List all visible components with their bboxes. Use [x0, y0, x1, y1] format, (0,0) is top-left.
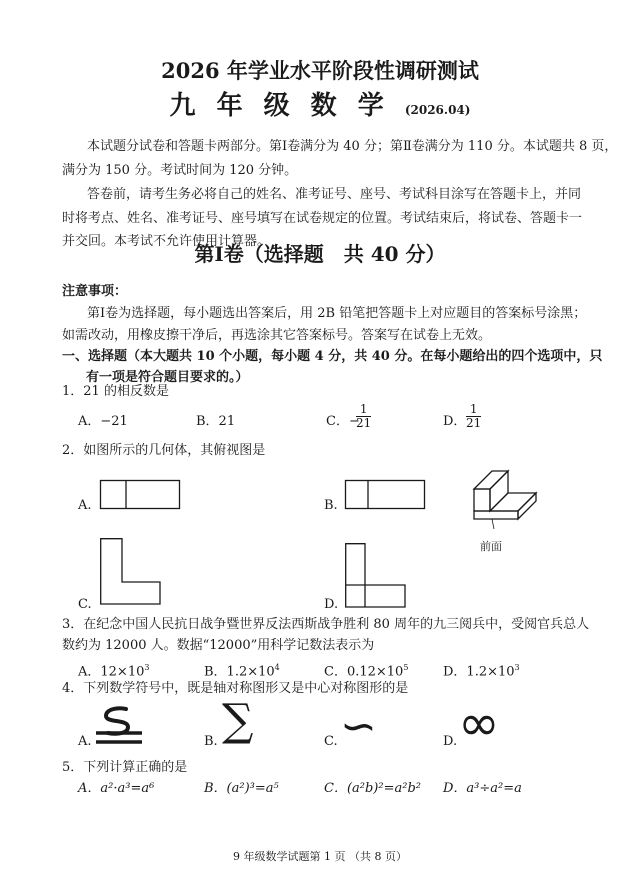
- q5-stem: 5．下列计算正确的是: [62, 760, 188, 775]
- q4-symbol-a-icon: [96, 705, 142, 745]
- exam-title: 2026 年学业水平阶段性调研测试: [161, 58, 479, 83]
- section-title: 第Ⅰ卷（选择题 共 40 分）: [194, 242, 446, 266]
- q1-option-a: A．−21: [78, 414, 128, 429]
- q5-option-b: B．(a²)³=a⁵: [204, 781, 279, 796]
- q3-c-exp: 5: [403, 663, 409, 672]
- q2-solid-figure: [470, 463, 550, 533]
- q3-option-c: [324, 659, 408, 680]
- subject-title: 九 年 级 数 学: [169, 91, 390, 121]
- intro-line-2: 满分为 150 分。考试时间为 120 分钟。: [62, 163, 298, 178]
- q3-line-1: 3．在纪念中国人民抗日战争暨世界反法西斯战争胜利 80 周年的九三阅兵中，受阅官兵总人: [62, 617, 590, 632]
- q3-option-a: [78, 659, 149, 680]
- q5-option-a: A．a²·a³=a⁶: [78, 781, 155, 796]
- q4-option-b: B.: [204, 734, 218, 749]
- q2-figure-b: [345, 480, 425, 510]
- intro-line-5: 并交回。本考试不允许使用计算器。: [62, 234, 271, 249]
- intro-line-4: 时将考点、姓名、准考证号、座号填写在试卷规定的位置。考试结束后，将试卷、答题卡一: [62, 211, 583, 226]
- q3-line-2: 数约为 12000 人。数据“12000”用科学记数法表示为: [62, 638, 375, 653]
- q3-a-text: A．12×10: [78, 664, 145, 680]
- intro-line-3: 答卷前，请考生务必将自己的姓名、准考证号、座号、考试科目涂写在答题卡上，并同: [87, 187, 582, 202]
- q1-option-b: B．21: [196, 414, 236, 429]
- part1-line-2: 有一项是符合题目要求的。）: [86, 370, 249, 385]
- notes-line-2: 如需改动，用橡皮擦干净后，再选涂其它答案标号。答案写在试卷上无效。: [62, 328, 492, 343]
- q1-d-numerator: 1: [466, 403, 481, 417]
- q3-b-exp: 4: [274, 663, 280, 672]
- q2-front-label: 前面: [480, 540, 502, 553]
- exam-date: (2026.04): [404, 103, 471, 117]
- q2-option-b: B.: [324, 498, 338, 513]
- q1-option-c-fraction: [356, 403, 371, 430]
- q3-b-text: B．1.2×10: [204, 664, 275, 680]
- q1-c-numerator: 1: [356, 403, 371, 417]
- q2-option-c: C.: [78, 597, 92, 612]
- q1-stem: 1．21 的相反数是: [62, 384, 169, 399]
- q1-d-denominator: 21: [466, 416, 482, 430]
- q5-option-d: D．a³÷a²=a: [443, 781, 522, 796]
- notes-line-1: 第Ⅰ卷为选择题，每小题选出答案后，用 2B 铅笔把答题卡上对应题目的答案标号涂黑；: [87, 306, 587, 321]
- notes-heading: 注意事项：: [62, 284, 128, 299]
- q2-figure-c: [100, 538, 162, 606]
- q4-stem: 4．下列数学符号中，既是轴对称图形又是中心对称图形的是: [62, 681, 409, 696]
- intro-line-1: 本试题分试卷和答题卡两部分。第Ⅰ卷满分为 40 分；第Ⅱ卷满分为 110 分。本试题共 8 页，: [87, 139, 618, 154]
- q2-figure-a: [100, 480, 180, 510]
- q5-option-c: C．(a²b)²=a²b²: [324, 781, 421, 796]
- q4-symbol-b-icon: ∑: [222, 695, 254, 746]
- q1-option-c-label: C．−: [326, 414, 360, 429]
- q3-option-b: [204, 659, 280, 680]
- q4-symbol-c-icon: ∽: [340, 701, 377, 752]
- q3-option-d: [443, 659, 520, 680]
- q2-option-d: D.: [324, 597, 339, 612]
- q3-a-exp: 3: [144, 663, 150, 672]
- exam-subtitle: [0, 91, 640, 121]
- q3-c-text: C．0.12×10: [324, 664, 404, 680]
- part1-line-1: 一、选择题（本大题共 10 个小题，每小题 4 分，共 40 分。在每小题给出的四个选项中，只: [62, 349, 603, 364]
- q2-option-a: A.: [78, 498, 92, 513]
- page-footer: 9 年级数学试题第 1 页 （共 8 页）: [233, 850, 407, 863]
- q1-c-denominator: 21: [356, 416, 372, 430]
- q4-option-c: C.: [324, 734, 338, 749]
- q2-figure-d: [345, 543, 407, 609]
- q4-option-a: A.: [78, 734, 92, 749]
- q3-d-exp: 3: [514, 663, 520, 672]
- q3-d-text: D．1.2×10: [443, 664, 515, 680]
- q4-option-d: D.: [443, 734, 458, 749]
- q1-option-d-label: D．: [443, 414, 467, 429]
- q2-stem: 2．如图所示的几何体，其俯视图是: [62, 443, 266, 458]
- q4-symbol-d-icon: ∞: [458, 694, 500, 752]
- q1-option-d-fraction: [466, 403, 481, 430]
